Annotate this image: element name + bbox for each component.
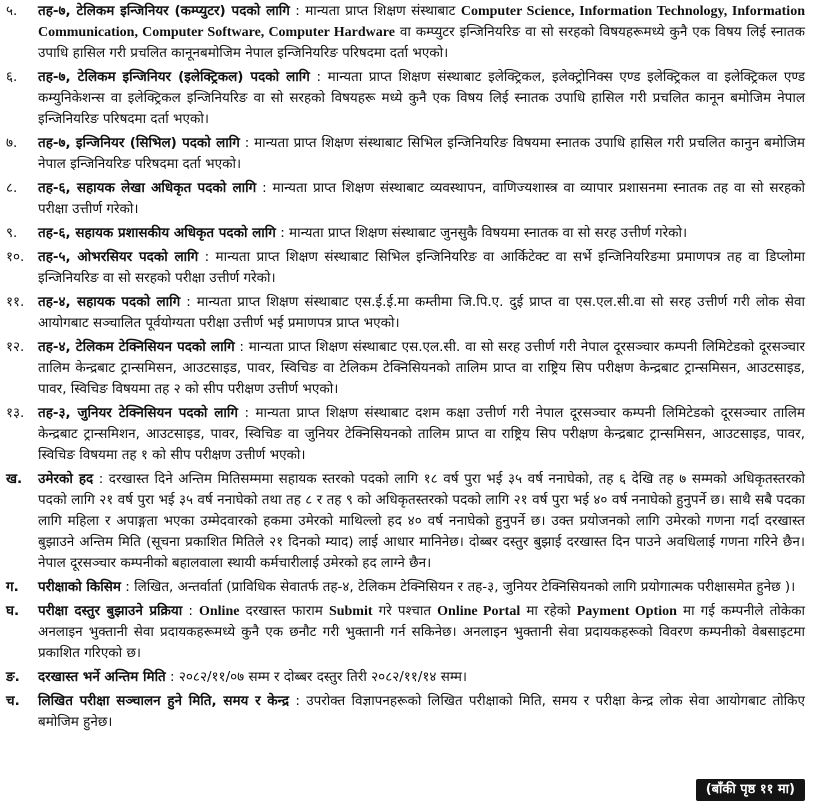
qualification-item-7 bbox=[6, 133, 805, 175]
qualification-item-12 bbox=[6, 337, 805, 400]
item-text bbox=[38, 67, 805, 130]
item-body-emphasis: Submit bbox=[328, 604, 373, 619]
item-text bbox=[38, 601, 805, 664]
item-text bbox=[38, 691, 805, 733]
item-text bbox=[38, 247, 805, 289]
item-text bbox=[38, 223, 805, 244]
item-heading: दरखास्त भर्ने अन्तिम मिति bbox=[38, 669, 166, 685]
item-heading: तह-४, टेलिकम टेक्निसियन पदको लागि bbox=[38, 339, 235, 355]
written-exam-schedule-section bbox=[6, 691, 805, 733]
item-body: : मान्यता प्राप्त शिक्षण संस्थाबाट bbox=[289, 3, 461, 19]
item-body: : मान्यता प्राप्त शिक्षण संस्थाबाट दशम कक्षा उत्तीर्ण गरी नेपाल दूरसञ्चार कम्पनी लिमिटेडको दूरसञ्चार तालिम केन्द्रबाट ट्रान्समिशन, आउटसाइड, पावर, स्विचिङ वा जुनियर टेक्निसियनको तालिम प्राप्त वा राष्ट्रिय सिप परीक्षण केन्द्रबाट ट्रान्समिसन, आउटसाइड, पावर, स्विचिङ विषयमा तह १ को सीप परीक्षण उत्तीर्ण भएको। bbox=[38, 405, 806, 463]
item-heading: तह-३, जुनियर टेक्निसियन पदको लागि bbox=[38, 405, 239, 421]
item-body-emphasis: Online bbox=[198, 604, 240, 619]
item-heading: लिखित परीक्षा सञ्चालन हुने मिति, समय र केन्द्र bbox=[38, 693, 290, 709]
item-heading: तह-७, टेलिकम इन्जिनियर (कम्प्युटर) पदको लागि bbox=[38, 3, 290, 19]
item-body: मा गई कम्पनीले तोकेका अनलाइन भुक्तानी सेवा प्रदायकहरूमध्ये कुनै एक छनौट गरी भुक्तानी गर्न सकिनेछ। अनलाइन भुक्तानी सेवा प्रदायकहरूको विवरण कम्पनीको वेबसाइटमा प्रकाशित गरिएको छ। bbox=[38, 603, 806, 661]
item-text bbox=[38, 577, 805, 598]
item-heading: तह-५, ओभरसियर पदको लागि bbox=[38, 249, 199, 265]
item-heading: तह-६, सहायक लेखा अधिकृत पदको लागि bbox=[38, 180, 257, 196]
item-number: ९. bbox=[6, 225, 18, 241]
qualification-item-8 bbox=[6, 178, 805, 220]
item-body: : मान्यता प्राप्त शिक्षण संस्थाबाट सिभिल इन्जिनियरिङ विषयमा स्नातक उपाधि हासिल गरी प्रचलित कानुन बमोजिम नेपाल इन्जिनियरिङ परिषदमा दर्ता भएको। bbox=[38, 135, 805, 172]
item-text bbox=[38, 337, 805, 400]
section-letter: ग. bbox=[6, 579, 19, 595]
item-heading: तह-७, टेलिकम इन्जिनियर (इलेक्ट्रिकल) पदको लागि bbox=[38, 69, 310, 85]
item-text bbox=[38, 469, 805, 574]
item-body: : उपरोक्त विज्ञापनहरूको लिखित परीक्षाको मिति, समय र परीक्षा केन्द्र लोक सेवा आयोगबाट तोकिए बमोजिम हुनेछ। bbox=[38, 693, 805, 730]
item-body: : मान्यता प्राप्त शिक्षण संस्थाबाट व्यवस्थापन, वाणिज्यशास्त्र वा व्यापार प्रशासनमा स्नातक तह वा सो सरहको परीक्षा उत्तीर्ण गरेको। bbox=[38, 180, 805, 217]
qualification-item-5 bbox=[6, 1, 805, 64]
item-body: : दरखास्त दिने अन्तिम मितिसम्ममा सहायक स्तरको पदको लागि १८ वर्ष पुरा भई ३५ वर्ष ननाघेको, तह ६ देखि तह ७ सम्मको अधिकृतस्तरको पदको लागि २१ वर्ष पुरा भई ३५ वर्ष ननाघेको तथा तह ८ र तह ९ को अधिकृतस्तरको पदको लागि २१ वर्ष पुरा भई ४० वर्ष ननाघेको हुनुपर्ने छ। साथै सबै पदका लागि महिला र अपाङ्गता भएका उम्मेदवारको हकमा उमेरको माथिल्लो हद ४० वर्ष ननाघेको हुनुपर्ने छ। उक्त प्रयोजनको लागि उमेरको गणना गर्दा दरखास्त बुझाउने अन्तिम मिति (सूचना प्रकाशित मितिले २१ दिनको म्याद) लाई आधार मानिनेछ। दोब्बर दस्तुर बुझाई दरखास्त दिन पाउने अवधिलाई गणना गरिने छैन। नेपाल दूरसञ्चार कम्पनीको बहालवाला स्थायी कर्मचारीलाई उमेरको हद लाग्ने छैन। bbox=[38, 471, 805, 571]
item-heading: परीक्षा दस्तुर बुझाउने प्रक्रिया bbox=[38, 603, 183, 619]
item-number: १०. bbox=[6, 249, 25, 265]
item-number: ८. bbox=[6, 180, 18, 196]
qualification-item-6 bbox=[6, 67, 805, 130]
item-body: दरखास्त फाराम bbox=[239, 603, 329, 619]
item-body-emphasis: Payment Option bbox=[576, 604, 677, 619]
item-text bbox=[38, 1, 805, 64]
item-heading: तह-६, सहायक प्रशासकीय अधिकृत पदको लागि bbox=[38, 225, 276, 241]
continued-on-page-badge: (बाँकी पृष्ठ ११ मा) bbox=[696, 779, 805, 801]
application-deadline-section bbox=[6, 667, 805, 688]
item-body-emphasis: Online Portal bbox=[437, 604, 521, 619]
item-text bbox=[38, 403, 805, 466]
item-body: : मान्यता प्राप्त शिक्षण संस्थाबाट एस.ई.ई.मा कम्तीमा जि.पि.ए. दुई प्राप्त वा एस.एल.सी.वा सो सरह उत्तीर्ण गरी लोक सेवा आयोगबाट सञ्चालित पूर्वयोग्यता परीक्षा उत्तीर्ण भई प्रमाणपत्र प्राप्त भएको। bbox=[38, 294, 805, 331]
item-heading: तह-४, सहायक पदको लागि bbox=[38, 294, 181, 310]
age-limit-section bbox=[6, 469, 805, 574]
item-heading: उमेरको हद bbox=[38, 471, 94, 487]
item-heading: परीक्षाको किसिम bbox=[38, 579, 121, 595]
item-body: : bbox=[182, 603, 199, 619]
fee-payment-section bbox=[6, 601, 805, 664]
item-body-emphasis: Computer Science, Information Technology, Information Communication, Computer Software, Computer Hardware bbox=[38, 4, 805, 40]
item-body: : मान्यता प्राप्त शिक्षण संस्थाबाट इलेक्ट्रिकल, इलेक्ट्रोनिक्स एण्ड इलेक्ट्रिकल वा इलेक्ट्रिकल एण्ड कम्युनिकेशन्स वा इलेक्ट्रिकल इन्जिनियरिङ वा सो सरहको विषयहरू मध्ये कुनै एक विषय लिई स्नातक उपाधि हासिल गरी प्रचलित कानून बमोजिम नेपाल इन्जिनियरिङ परिषदमा दर्ता भएको। bbox=[38, 69, 805, 127]
section-letter: घ. bbox=[6, 603, 20, 619]
item-text bbox=[38, 178, 805, 220]
item-text bbox=[38, 133, 805, 175]
qualification-item-10 bbox=[6, 247, 805, 289]
item-body: वा कम्प्युटर इन्जिनियरिङ वा सो सरहको विषयहरूमध्ये कुनै एक विषय लिई स्नातक उपाधि हासिल गरी प्रचलित कानूनबमोजिम नेपाल इन्जिनियरिङ परिषदमा दर्ता भएको। bbox=[38, 24, 805, 61]
section-letter: ख. bbox=[6, 471, 23, 487]
item-body: मा रहेको bbox=[520, 603, 577, 619]
item-body: : २०८२/११/०७ सम्म र दोब्बर दस्तुर तिरी २०८२/११/१४ सम्म। bbox=[165, 669, 468, 685]
section-letter: ङ. bbox=[6, 669, 20, 685]
section-letter: च. bbox=[6, 693, 20, 709]
item-body: : लिखित, अन्तर्वार्ता (प्राविधिक सेवातर्फ तह-४, टेलिकम टेक्निसियन र तह-३, जुनियर टेक्निसियनको लागि प्रयोगात्मक परीक्षासमेत हुनेछ )। bbox=[121, 579, 796, 595]
item-text bbox=[38, 292, 805, 334]
item-number: ७. bbox=[6, 135, 18, 151]
qualification-item-13 bbox=[6, 403, 805, 466]
item-number: १२. bbox=[6, 339, 25, 355]
item-number: ५. bbox=[6, 3, 18, 19]
item-body: : मान्यता प्राप्त शिक्षण संस्थाबाट सिभिल इन्जिनियरिङ वा आर्किटेक्ट वा सर्भे इन्जिनियरिङमा प्रमाणपत्र तह वा डिप्लोमा इन्जिनियरिङ वा सो सरहको परीक्षा उत्तीर्ण गरेको। bbox=[38, 249, 805, 286]
item-text bbox=[38, 667, 805, 688]
qualification-item-9 bbox=[6, 223, 805, 244]
item-body: : मान्यता प्राप्त शिक्षण संस्थाबाट जुनसुकै विषयमा स्नातक वा सो सरह उत्तीर्ण गरेको। bbox=[275, 225, 688, 241]
item-body: : मान्यता प्राप्त शिक्षण संस्थाबाट एस.एल.सी. वा सो सरह उत्तीर्ण गरी नेपाल दूरसञ्चार कम्पनी लिमिटेडको दूरसञ्चार तालिम केन्द्रबाट ट्रान्समिसन, आउटसाइड, पावर, स्विचिङ वा टेलिकम टेक्निसियनको तालिम प्राप्त वा राष्ट्रिय सिप परीक्षण केन्द्रबाट ट्रान्समिसन, आउटसाइड, पावर, स्विचिङ विषयमा तह २ को सीप परीक्षण उत्तीर्ण भएको। bbox=[38, 339, 805, 397]
item-number: १३. bbox=[6, 405, 25, 421]
qualification-item-11 bbox=[6, 292, 805, 334]
item-number: ११. bbox=[6, 294, 25, 310]
item-body: गरे पश्चात bbox=[372, 603, 438, 619]
exam-type-section bbox=[6, 577, 805, 598]
item-number: ६. bbox=[6, 69, 18, 85]
item-heading: तह-७, इन्जिनियर (सिभिल) पदको लागि bbox=[38, 135, 240, 151]
